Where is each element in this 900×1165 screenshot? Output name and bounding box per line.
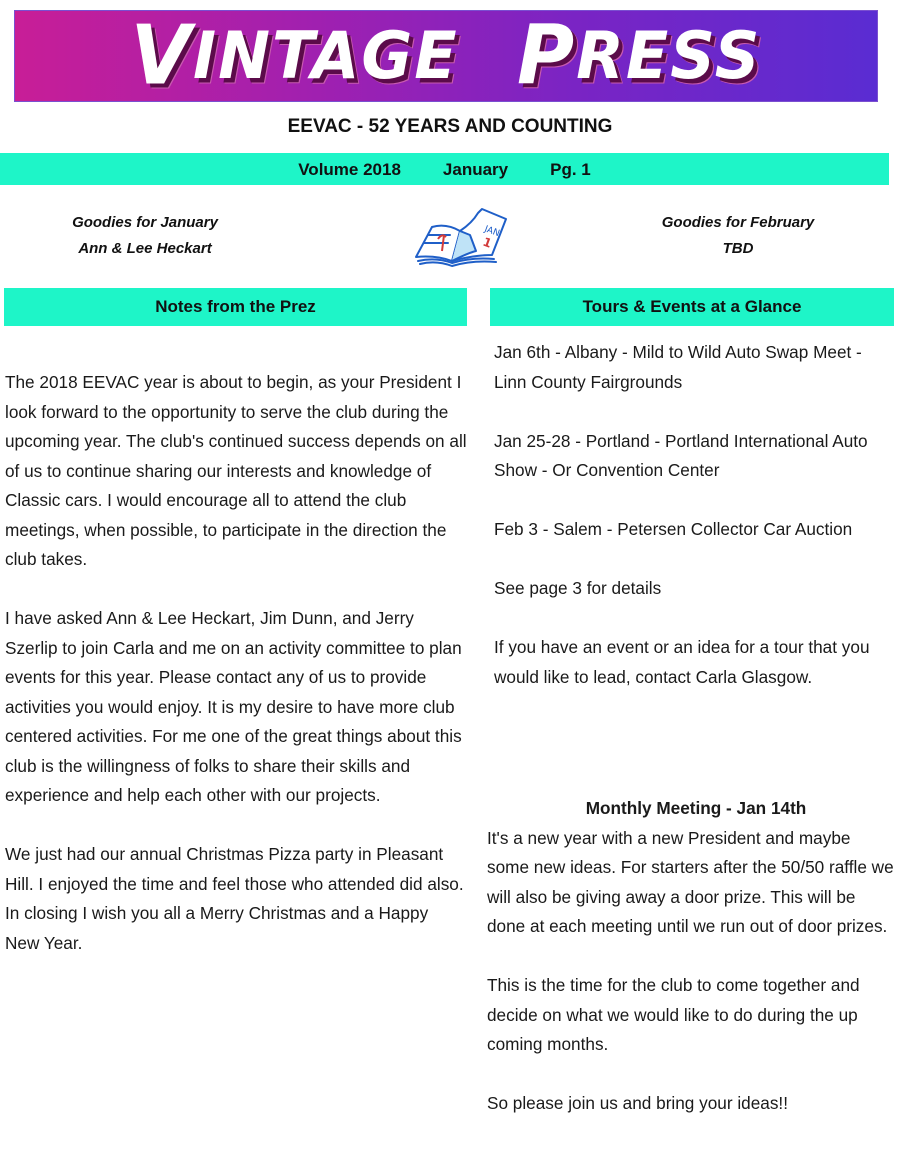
prez-notes <box>5 368 467 958</box>
prez-section-header: Notes from the Prez <box>4 288 467 326</box>
events-section-header: Tours & Events at a Glance <box>490 288 894 326</box>
prez-paragraph: I have asked Ann & Lee Heckart, Jim Dunn, and Jerry Szerlip to join Carla and me on an activity committee to plan events for this year. Please contact any of us to provide activities you would enjoy. It is my desire to have more club centered activities. For me one of the great things about this club is the willingness of folks to share their skills and experience and help each other with our projects. <box>5 608 462 805</box>
meeting-paragraph: This is the time for the club to come together and decide on what we would like to do during the up coming months. <box>487 975 860 1054</box>
goodies-january-title: Goodies for January <box>72 214 218 231</box>
calendar-icon-day: 1 <box>480 234 494 251</box>
issue-month: January <box>442 159 509 179</box>
goodies-february-name: TBD <box>722 240 754 257</box>
masthead-banner <box>14 10 878 102</box>
event-note: See page 3 for details <box>494 578 662 598</box>
prez-paragraph: We just had our annual Christmas Pizza party in Pleasant Hill. I enjoyed the time and feel those who attended did also. In closing I wish you all a Merry Christmas and a Happy New Year. <box>5 844 464 953</box>
title-word-press: RESS <box>576 17 762 94</box>
masthead-subtitle: EEVAC - 52 YEARS AND COUNTING <box>287 116 613 137</box>
goodies-january <box>15 210 275 262</box>
calendar-book-icon <box>412 205 508 267</box>
goodies-february <box>608 210 868 262</box>
issue-bar <box>0 153 889 185</box>
meeting-paragraph: It's a new year with a new President and maybe some new ideas. For starters after the 50/50 raffle we will also be giving away a door prize. This will be done at each meeting until we run out of door prizes. <box>487 827 894 936</box>
calendar-icon-month: JAN <box>482 224 501 240</box>
meeting-title: Monthly Meeting - Jan 14th <box>585 798 807 818</box>
prez-paragraph: The 2018 EEVAC year is about to begin, as your President I look forward to the opportunity to serve the club during the upcoming year. The club's continued success depends on all of us to continue sharing our interests and knowledge of Classic cars. I would encourage all to attend the club meetings, when possible, to participate in the direction the club takes. <box>5 372 467 569</box>
goodies-january-name: Ann & Lee Heckart <box>78 240 212 257</box>
event-item: Feb 3 - Salem - Petersen Collector Car Auction <box>494 519 853 539</box>
goodies-february-title: Goodies for February <box>661 214 815 231</box>
issue-page: Pg. 1 <box>550 159 591 179</box>
event-item: Jan 6th - Albany - Mild to Wild Auto Swap Meet - Linn County Fairgrounds <box>494 342 862 392</box>
event-item: Jan 25-28 - Portland - Portland International Auto Show - Or Convention Center <box>494 430 868 480</box>
monthly-meeting <box>487 794 897 1119</box>
masthead-title <box>15 10 877 102</box>
title-initial-v: V <box>130 10 193 102</box>
event-contact: If you have an event or an idea for a tour that you would like to lead, contact Carla Glasgow. <box>494 637 870 687</box>
meeting-paragraph: So please join us and bring your ideas!! <box>487 1093 788 1113</box>
events-list <box>494 338 898 722</box>
title-word-vintage: INTAGE <box>193 17 459 94</box>
title-initial-p: P <box>516 10 577 102</box>
issue-volume: Volume 2018 <box>298 159 401 179</box>
